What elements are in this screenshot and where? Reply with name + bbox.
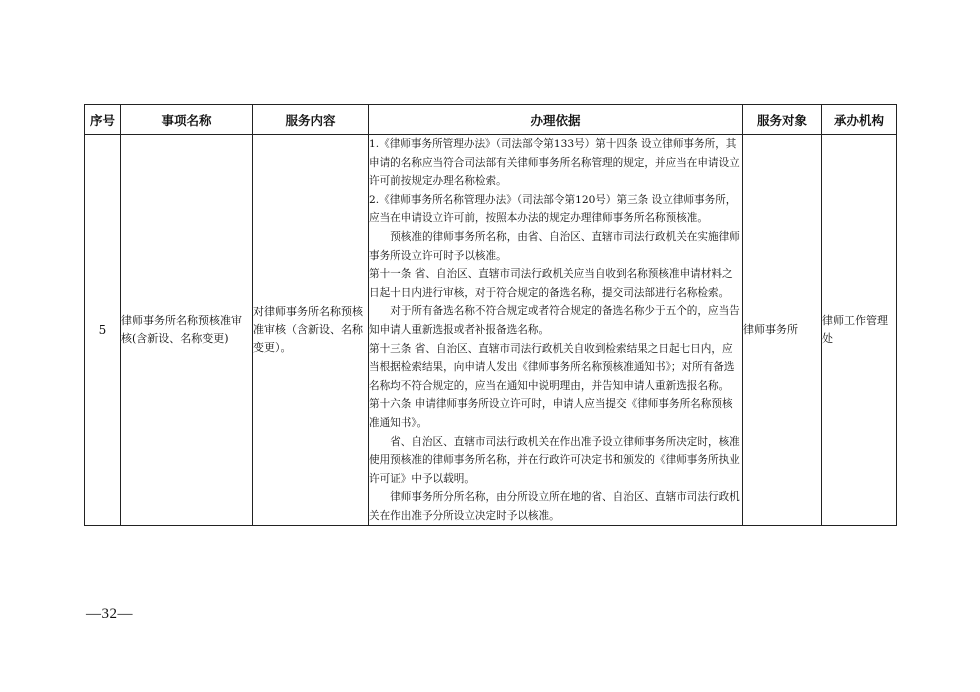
- basis-paragraph: 2.《律师事务所名称管理办法》（司法部令第120号）第三条 设立律师事务所，应当在申请设立许可前，按照本办法的规定办理律师事务所名称预核准。: [369, 193, 737, 225]
- page-number: —32—: [86, 606, 133, 622]
- row-basis: [369, 135, 743, 526]
- basis-paragraph: 第十一条 省、自治区、直辖市司法行政机关应当自收到名称预核准申请材料之日起十日内进行审核，对于符合规定的备选名称，提交司法部进行名称检索。: [369, 268, 733, 299]
- basis-paragraph: 第十六条 申请律师事务所设立许可时，申请人应当提交《律师事务所名称预核准通知书》。: [369, 398, 733, 429]
- basis-paragraph: 省、自治区、直辖市司法行政机关在作出准予设立律师事务所决定时，核准使用预核准的律师事务所名称，并在行政许可决定书和颁发的《律师事务所执业许可证》中予以载明。: [369, 435, 740, 485]
- basis-paragraph: 律师事务所分所名称，由分所设立所在地的省、自治区、直辖市司法行政机关在作出准予分所设立决定时予以核准。: [369, 491, 740, 522]
- header-basis: 办理依据: [369, 105, 743, 135]
- service-items-table: [84, 104, 897, 526]
- header-agency: 承办机构: [822, 105, 897, 135]
- row-service-content: 对律师事务所名称预核准审核（含新设、名称变更）。: [253, 135, 369, 526]
- basis-paragraph: 对于所有备选名称不符合规定或者符合规定的备选名称少于五个的，应当告知申请人重新选报或者补报备选名称。: [369, 305, 740, 336]
- basis-paragraph: 预核准的律师事务所名称，由省、自治区、直辖市司法行政机关在实施律师事务所设立许可时予以核准。: [369, 230, 740, 262]
- header-service-target: 服务对象: [743, 105, 822, 135]
- table-header-row: [85, 105, 897, 135]
- header-service-content: 服务内容: [253, 105, 369, 135]
- row-service-target: 律师事务所: [743, 135, 822, 526]
- row-agency: 律师工作管理处: [822, 135, 897, 526]
- table-row: [85, 135, 897, 526]
- basis-paragraph: 1.《律师事务所管理办法》（司法部令第133号）第十四条 设立律师事务所，其申请的名称应当符合司法部有关律师事务所名称管理的规定，并应当在申请设立许可前按规定办理名称检索。: [369, 138, 740, 188]
- header-item-name: 事项名称: [121, 105, 253, 135]
- header-seq: 序号: [85, 105, 121, 135]
- row-item-name: 律师事务所名称预核准审核(含新设、名称变更): [121, 135, 253, 526]
- basis-paragraph: 第十三条 省、自治区、直辖市司法行政机关自收到检索结果之日起七日内，应当根据检索结果，向申请人发出《律师事务所名称预核准通知书》；对所有备选名称均不符合规定的，应当在通知中说明理由，并告知申请人重新选报名称。: [369, 342, 735, 392]
- row-seq: 5: [85, 135, 121, 526]
